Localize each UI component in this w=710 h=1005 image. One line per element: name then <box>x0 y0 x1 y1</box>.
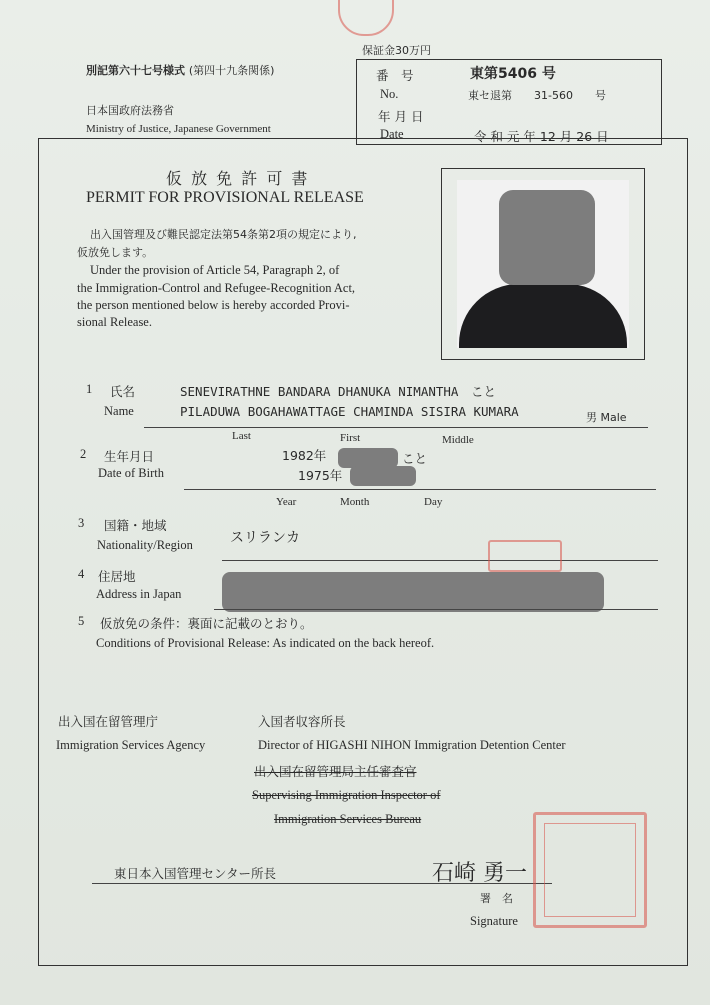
name-label-en: Name <box>104 404 134 418</box>
no-value: 東セ退第 31-560 号 <box>468 89 606 102</box>
nationality-label-jp: 国籍・地域 <box>104 518 167 533</box>
intro-en-3: the person mentioned below is hereby accorded Provi- <box>77 298 350 312</box>
name-sub-last: Last <box>232 430 251 442</box>
no-label: No. <box>380 87 399 101</box>
name-number: 1 <box>86 382 93 396</box>
dob-underline <box>184 489 656 490</box>
top-seal <box>338 0 394 36</box>
conditions-label-jp: 仮放免の条件：裏面に記載のとおり。 <box>100 616 313 631</box>
dob-sub-year: Year <box>276 496 297 508</box>
signature-label-en: Signature <box>470 914 518 928</box>
struck-title-en-2: Immigration Services Bureau <box>274 812 422 826</box>
dob-number: 2 <box>80 447 87 461</box>
intro-jp-1: 出入国管理及び難民認定法第54条第2項の規定により, <box>90 228 357 241</box>
nationality-label-en: Nationality/Region <box>97 538 193 552</box>
form-number: 別記第六十七号様式 (第四十九条関係) <box>86 64 275 77</box>
date-label-jp: 年 月 日 <box>378 109 424 124</box>
agency-en: Immigration Services Agency <box>56 738 206 752</box>
name-line-1: SENEVIRATHNE BANDARA DHANUKA NIMANTHA こと <box>180 384 496 399</box>
number-label-jp: 番 号 <box>376 68 414 83</box>
date-value: 令 和 元 年 12 月 26 日 <box>474 129 609 144</box>
dob-redaction-1 <box>338 448 398 468</box>
ministry-en: Ministry of Justice, Japanese Government <box>86 123 271 135</box>
dob-sub-month: Month <box>340 496 370 508</box>
struck-title-en-1: Supervising Immigration Inspector of <box>252 788 441 802</box>
dob-sub-day: Day <box>424 496 443 508</box>
title-jp: 仮 放 免 許 可 書 <box>166 169 310 188</box>
struck-title-jp: 出入国在留管理局主任審査官 <box>254 764 417 779</box>
date-label: Date <box>380 127 404 141</box>
nationality-number: 3 <box>78 516 85 530</box>
dob-line-1: 1982年 <box>282 448 327 463</box>
dob-label-jp: 生年月日 <box>104 449 155 464</box>
conditions-label-en: Conditions of Provisional Release: As indicated on the back hereof. <box>96 636 435 650</box>
director-en: Director of HIGASHI NIHON Immigration Detention Center <box>258 738 566 752</box>
name-sub-middle: Middle <box>442 434 474 446</box>
bond-amount: 保証金30万円 <box>362 44 431 57</box>
name-line-2: PILADUWA BOGAHAWATTAGE CHAMINDA SISIRA KUMARA <box>180 404 519 419</box>
nationality-value: スリランカ <box>230 530 300 546</box>
address-number: 4 <box>78 567 85 581</box>
address-redaction <box>222 572 604 612</box>
signature-label-jp: 署 名 <box>480 892 513 905</box>
address-underline <box>214 609 658 610</box>
applicant-photo <box>457 180 629 348</box>
name-label-jp: 氏名 <box>110 384 136 399</box>
dob-label-en: Date of Birth <box>98 466 164 480</box>
dob-redaction-2 <box>350 466 416 486</box>
signature-name: 石崎 勇一 <box>432 861 527 886</box>
number-value: 東第5406 号 <box>470 66 556 82</box>
intro-en-1: Under the provision of Article 54, Paragraph 2, of <box>90 263 340 277</box>
dob-line-1-suffix: こと <box>402 451 428 466</box>
ministry-jp: 日本国政府法務省 <box>86 104 174 117</box>
intro-jp-2: 仮放免します。 <box>77 246 154 259</box>
agency-jp: 出入国在留管理庁 <box>58 714 159 729</box>
intro-en-2: the Immigration-Control and Refugee-Recognition Act, <box>77 281 356 295</box>
dob-line-2: 1975年 <box>298 468 343 483</box>
name-underline <box>144 427 648 428</box>
face-redaction <box>499 190 595 285</box>
address-label-jp: 住居地 <box>98 569 136 584</box>
conditions-number: 5 <box>78 614 85 628</box>
intro-en-4: sional Release. <box>77 315 152 329</box>
stamp-seal-small <box>488 540 562 572</box>
official-seal <box>533 812 647 928</box>
name-sub-first: First <box>340 432 361 444</box>
address-label-en: Address in Japan <box>96 587 182 601</box>
center-director-jp: 東日本入国管理センター所長 <box>114 866 277 881</box>
director-jp: 入国者収容所長 <box>258 714 346 729</box>
nationality-underline <box>222 560 658 561</box>
title-en: PERMIT FOR PROVISIONAL RELEASE <box>86 189 364 206</box>
sex-value: 男 Male <box>586 411 627 424</box>
